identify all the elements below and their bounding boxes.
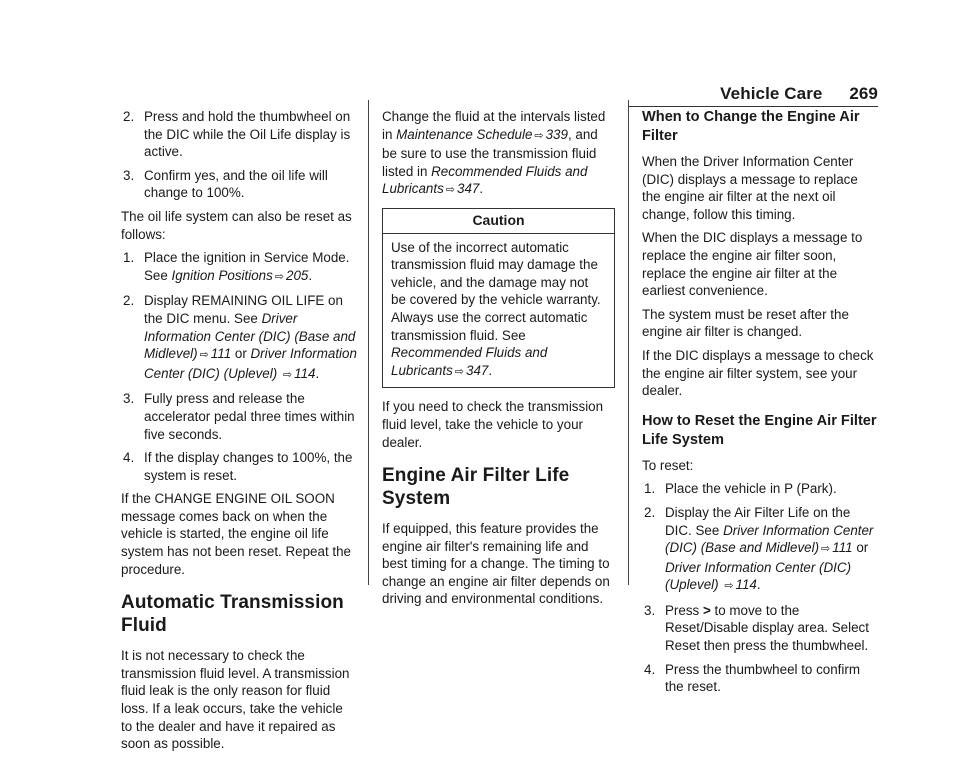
subsection-heading: When to Change the Engine Air Filter xyxy=(642,109,860,144)
page-reference[interactable]: 347 xyxy=(466,362,489,378)
column-2 xyxy=(382,108,615,614)
cross-reference-link[interactable]: Recommended Fluids and Lubricants xyxy=(382,163,588,197)
caution-title: Caution xyxy=(383,209,614,234)
paragraph: If you need to check the transmission fluid level, take the vehicle to your dealer. xyxy=(382,399,604,450)
page-reference-icon: ⇨ xyxy=(445,184,456,197)
page-reference[interactable]: 114 xyxy=(294,365,316,381)
caution-box xyxy=(382,208,615,388)
page-reference-icon: ⇨ xyxy=(534,129,544,142)
page-reference[interactable]: 347 xyxy=(457,181,480,197)
list-item: 2. Press and hold the thumbwheel on the DIC while the Oil Life display is active. xyxy=(123,109,351,160)
list-item: 2. Display the Air Filter Life on the DIC. See Driver Information Center (DIC) (Base and Midlevel) ⇨ 111 or Driver Information Center (DIC) (Uplevel) ⇨ 114. xyxy=(644,504,874,593)
page-reference-icon: ⇨ xyxy=(199,349,209,362)
page-reference[interactable]: 114 xyxy=(735,577,757,593)
paragraph: When the DIC displays a message to replace the engine air filter soon, replace the engine air filter at the earliest convenience. xyxy=(642,230,863,299)
column-1 xyxy=(121,108,357,759)
list-item: 4. If the display changes to 100%, the system is reset. xyxy=(123,450,353,483)
page-number: 269 xyxy=(849,84,878,103)
caution-text: Use of the incorrect automatic transmission fluid may damage the vehicle, and the damage may not be covered by the vehicle warranty. Always use the correct automatic transmission fluid. See Recommended Fluids and Lubricants ⇨ 347. xyxy=(391,239,601,378)
column-3 xyxy=(642,108,880,702)
chevron-right-icon: > xyxy=(702,602,711,618)
cross-reference-link[interactable]: Recommended Fluids and Lubricants xyxy=(391,345,548,378)
header-rule xyxy=(628,106,878,107)
paragraph: If the DIC displays a message to check the engine air filter system, see your dealer. xyxy=(642,347,874,399)
list-item: 3. Press > to move to the Reset/Disable display area. Select Reset then press the thumbwheel. xyxy=(644,602,869,654)
cross-reference-link[interactable]: Driver Information Center (DIC) (Base and Midlevel) xyxy=(665,522,874,556)
cross-reference-link[interactable]: Driver Information Center (DIC) (Uplevel) xyxy=(665,559,852,593)
paragraph: It is not necessary to check the transmission fluid level. A transmission fluid leak is the only reason for fluid loss. If a leak occurs, take the vehicle to the dealer and have it repaired as soon as possible. xyxy=(121,648,350,752)
page-reference-icon: ⇨ xyxy=(274,270,284,283)
paragraph: If equipped, this feature provides the engine air filter's remaining life and best timing for a change. The timing to change an engine air filter depends on driving and environmental conditions. xyxy=(382,521,610,607)
page-reference-icon: ⇨ xyxy=(282,368,293,381)
paragraph: Change the fluid at the intervals listed in Maintenance Schedule ⇨ 339, and be sure to use the transmission fluid listed in Recommended Fluids and Lubricants ⇨ 347. xyxy=(382,109,606,197)
section-heading: Engine Air Filter Life System xyxy=(382,465,570,510)
section-heading: Automatic Transmission Fluid xyxy=(121,592,344,637)
cross-reference-link[interactable]: Maintenance Schedule xyxy=(396,126,533,142)
paragraph: The system must be reset after the engine air filter is changed. xyxy=(642,306,849,340)
list-item: 4. Press the thumbwheel to confirm the reset. xyxy=(644,661,860,695)
paragraph: To reset: xyxy=(642,457,694,473)
page-reference[interactable]: 111 xyxy=(210,346,232,362)
page-reference[interactable]: 339 xyxy=(545,126,568,142)
column-divider xyxy=(628,100,629,585)
page-reference[interactable]: 205 xyxy=(286,267,309,283)
paragraph: When the Driver Information Center (DIC) displays a message to replace the engine air filter at the next oil change, follow this timing. xyxy=(642,154,858,222)
cross-reference-link[interactable]: Driver Information Center (DIC) (Uplevel) xyxy=(144,346,357,381)
section-title: Vehicle Care xyxy=(720,84,823,103)
page-reference-icon: ⇨ xyxy=(454,365,465,378)
paragraph: The oil life system can also be reset as follows: xyxy=(121,208,352,242)
page-reference-icon: ⇨ xyxy=(724,580,734,593)
list-item: 1. Place the ignition in Service Mode. See Ignition Positions ⇨ 205. xyxy=(123,250,350,283)
cross-reference-link[interactable]: Driver Information Center (DIC) (Base and Midlevel) xyxy=(144,310,356,362)
list-item: 2. Display REMAINING OIL LIFE on the DIC menu. See Driver Information Center (DIC) (Base and Midlevel) ⇨ 111 or Driver Information Center (DIC) (Uplevel) ⇨ 114. xyxy=(123,293,357,381)
list-item: 3. Confirm yes, and the oil life will change to 100%. xyxy=(123,167,328,201)
paragraph: If the CHANGE ENGINE OIL SOON message comes back on when the vehicle is started, the engine oil life system has not been reset. Repeat the procedure. xyxy=(121,491,352,577)
page-reference-icon: ⇨ xyxy=(821,543,831,556)
cross-reference-link[interactable]: Ignition Positions xyxy=(171,267,273,283)
subsection-heading: How to Reset the Engine Air Filter Life System xyxy=(642,412,877,448)
list-item: 1. Place the vehicle in P (Park). xyxy=(644,481,837,497)
page-reference[interactable]: 111 xyxy=(832,540,853,556)
column-divider xyxy=(368,100,369,585)
list-item: 3. Fully press and release the accelerator pedal three times within five seconds. xyxy=(123,391,355,442)
page-header xyxy=(720,84,878,104)
